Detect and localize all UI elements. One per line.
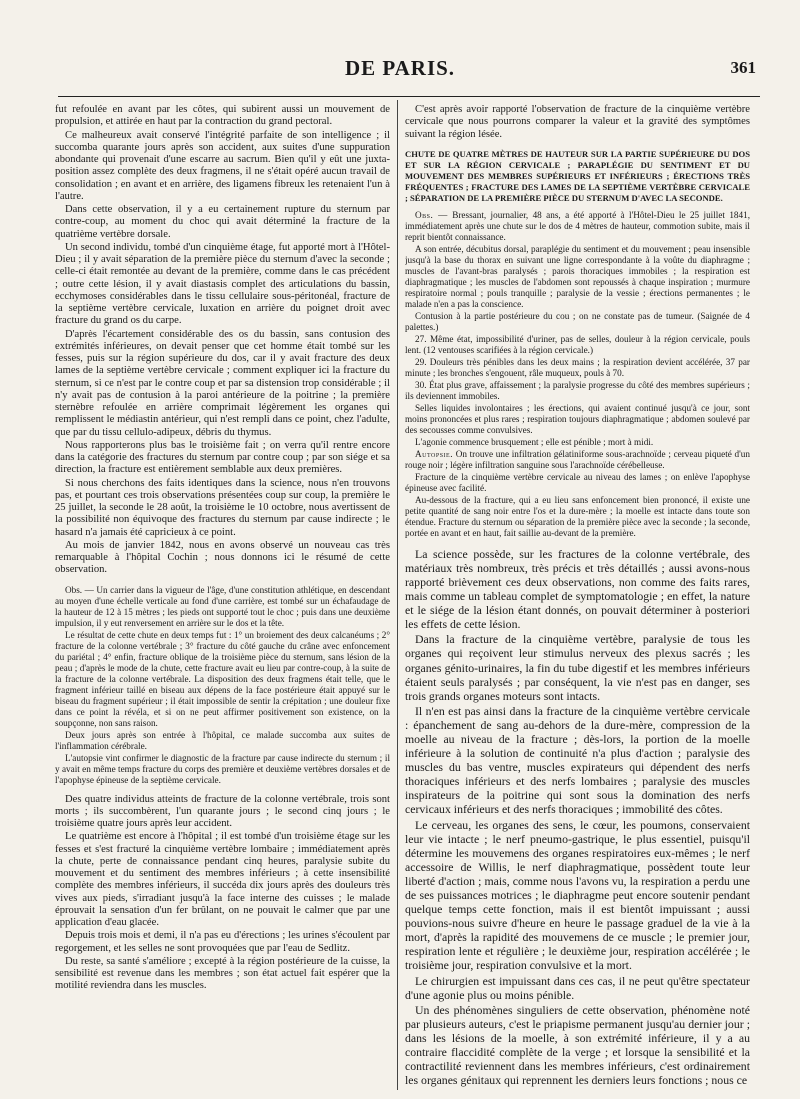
page-number: 361 xyxy=(730,58,756,77)
autopsy-paragraph: Fracture de la cinquième vertèbre cervicale au niveau des lames ; on enlève l'apophyse épineuse avec facilité. xyxy=(405,471,750,493)
autopsy-text: On trouve une infiltration gélatiniforme sous-arachnoïde ; cerveau piqueté d'un rouge noir ; légère infiltration sanguine sous l'arachnoïde cérébelleuse. xyxy=(405,448,750,470)
observation-heading: CHUTE DE QUATRE MÈTRES DE HAUTEUR SUR LA PARTIE SUPÉRIEURE DU DOS ET SUR LA RÉGION CERVICALE ; PARAPLÉGIE DU SENTIMENT ET DU MOUVEMENT DES MEMBRES SUPÉRIEURS ET INFÉRIEURS ; ÉRECTIONS TRÈS FRÉQUENTES ; FRACTURE DES LAMES DE LA SEPTIÈME VERTÈBRE CERVICALE ; SÉPARATION DE LA PREMIÈRE PIÈCE DU STERNUM D'AVEC LA SECONDE. xyxy=(405,148,750,203)
paragraph: Un des phénomènes singuliers de cette observation, phénomène noté par plusieurs auteurs, c'est le priapisme permanent jusqu'au dernier jour ; dans les lésions de la moelle, à son extrémité inférieure, il y a au contraire flaccidité complète de la verge ; et lorsque la sensibilité et la contractilité reviennent dans les membres inférieurs, c'est ordinairement les organes génitaux qui reprennent les derniers leurs fonctions ; nous ce xyxy=(405,1002,750,1088)
observation-paragraph: Deux jours après son entrée à l'hôpital, ce malade succomba aux suites de l'inflammation cérébrale. xyxy=(55,729,390,751)
observation-paragraph: 29. Douleurs très pénibles dans les deux mains ; la respiration devient accélérée, 37 par minute ; les bronches s'engouent, râle muqueux, pouls à 70. xyxy=(405,356,750,378)
obs-text: Bressant, journalier, 48 ans, a été apporté à l'Hôtel-Dieu le 25 juillet 1841, immédiatement après une chute sur le dos de 4 mètres de hauteur, commotion subite, mais il reprit bientôt connaissance. xyxy=(405,209,750,242)
paragraph: Au mois de janvier 1842, nous en avons observé un nouveau cas très remarquable à l'hôpital Cochin ; nous donnons ici le résumé de cette observation. xyxy=(55,539,390,576)
header-rule xyxy=(58,96,760,97)
observation-paragraph: L'agonie commence brusquement ; elle est pénible ; mort à midi. xyxy=(415,436,654,447)
paragraph: Il n'en est pas ainsi dans la fracture de la cinquième vertèbre cervicale : épanchement de sang au-dehors de la dure-mère, compression de la moelle au niveau de la fracture ; dès-lors, la portion de la moelle inférieure à la solution de continuité n'a plus d'action ; paralysie des muscles du bas ventre, muscles expirateurs qui dépendent des nerfs thoraciques inférieurs et des nerfs lombaires ; paralysie des muscles inspirateurs de la poitrine qui sont sous la domination des nerfs cervicaux inférieurs et des nerfs thoraciques ; immobilité des côtes. xyxy=(405,703,750,817)
paragraph: Le quatrième est encore à l'hôpital ; il est tombé d'un troisième étage sur les fesses et s'est fracturé la cinquième vertèbre lombaire ; immédiatement après la chute, perte de connaissance pendant cinq heures, paralysie subite du mouvement et du sentiment des membres inférieurs ; à cette insensibilité complète des membres inférieurs, il succéda dix jours après des douleurs très vives aux pieds, s'irradiant jusqu'à la face interne des cuisses ; le malade éprouvait la sensation d'un fer brûlant, on ne pouvait le calmer que par une application d'eau glacée. xyxy=(55,831,390,928)
column-divider xyxy=(397,100,398,1090)
obs-label: Obs. — xyxy=(415,209,448,220)
observation-paragraph: Le résultat de cette chute en deux temps fut : 1° un broiement des deux calcanéums ; 2° fracture de la colonne vertébrale ; 3° fracture du côté gauche du crâne avec enfoncement du pariétal ; 4° enfin, fracture oblique de la troisième pièce du sternum, sans lésion de la peau ; d'après le mode de la chute, cette fracture avait eu lieu par contre-coup, à la suite de la fracture de la colonne vertébrale. La disposition des deux fragmens était telle, que le fragment inférieur taillé en biseau aux dépens de la face postérieure était appuyé sur le biseau du fragment supérieur ; il était impossible de sentir la crépitation ; une douleur fixe dans ce point la révéla, et si on ne peut affirmer positivement son existence, on la soupçonne, non sans raison. xyxy=(55,629,390,728)
observation-paragraph: 30. État plus grave, affaissement ; la paralysie progresse du côté des membres supérieurs ; ils deviennent immobiles. xyxy=(405,379,750,401)
observation-paragraph: Obs. — Un carrier dans la vigueur de l'âge, d'une constitution athlétique, en descendant au moyen d'une échelle verticale au fond d'une carrière, est tombé sur un échafaudage de la hauteur de 12 à 15 mètres ; les pieds ont supporté tout le choc ; puis dans une deuxième impulsion, il y eut renversement en arrière sur le dos et la tête. xyxy=(55,584,390,628)
paragraph: Nous rapporterons plus bas le troisième fait ; on verra qu'il rentre encore dans la catégorie des fractures du sternum par contre coup ; par son siége et sa direction, la fracture est entièrement semblable aux deux premières. xyxy=(55,439,390,476)
paragraph: Un second individu, tombé d'un cinquième étage, fut apporté mort à l'Hôtel-Dieu ; il y avait séparation de la première pièce du sternum d'avec la seconde ; celle-ci était remontée au devant de la première, comme dans le cas précédent ; outre cette lésion, il y avait diastasis complet des articulations du bassin, ecchymoses considérables dans le tissu cellulaire sous-péritonéal, fracture de la septième vertèbre cervicale, luxation en arrière du poignet droit avec fracture du grand os du carpe. xyxy=(55,241,390,327)
observation-paragraph: 27. Même état, impossibilité d'uriner, pas de selles, douleur à la région cervicale, pouls lent. (12 ventouses scarifiées à la région cervicale.) xyxy=(405,333,750,355)
paragraph: D'après l'écartement considérable des os du bassin, sans contusion des extrémités inférieures, on devait penser que cet homme était tombé sur les fesses, puis sur la région supérieure du dos, car il y avait fracture des deux lames de la septième vertèbre cervicale ; comment expliquer ici la fracture du sternum, si ce n'est par le contre coup et par sa distension trop considérable ; il n'y avait pas de contusion à la paroi antérieure de la poitrine ; la première sternèbre refoulée en arrière comprimait légèrement les organes qui remplissent le médiastin antérieur, qui n'est rempli dans ce point, chez l'adulte, que par du tissu cellulo-adipeux, débris du thymus. xyxy=(55,328,390,438)
paragraph: Si nous cherchons des faits identiques dans la science, nous n'en trouvons pas, et pourtant ces trois observations présentées coup sur coup, la première le 25 juillet, la seconde le 28 août, la troisième le 10 octobre, nous avertissent de la possibilité non équivoque des fractures du sternum par cause indirecte ; le hasard n'a jamais été capricieux à ce point. xyxy=(55,477,390,538)
observation-paragraph: L'autopsie vint confirmer le diagnostic de la fracture par cause indirecte du sternum ; il y avait en même temps fracture du corps des première et deuxième vertèbres dorsales et de l'apophyse épineuse de la septième cervicale. xyxy=(55,752,390,785)
paragraph: Ce malheureux avait conservé l'intégrité parfaite de son intelligence ; il succomba quarante jours après son accident, aux suites d'une suppuration abondante qui provenait d'une escarre au sacrum. Bien qu'il y eût une juxta-position assez complète des deux fragmens, il ne s'était opéré aucun travail de consolidation ; en avant et en arrière, des ligamens fibreux les retenaient l'un à l'autre. xyxy=(55,129,390,202)
page-header xyxy=(0,56,800,86)
left-column xyxy=(55,104,390,1089)
running-title: DE PARIS. xyxy=(344,56,456,80)
paragraph: Le chirurgien est impuissant dans ces cas, il ne peut qu'être spectateur d'une agonie plus ou moins pénible. xyxy=(405,973,750,1002)
paragraph: Dans la fracture de la cinquième vertèbre, paralysie de tous les organes qui reçoivent leur stimulus nerveux des plexus sacrés ; les organes génito-urinaires, la fin du tube digestif et les membres inférieurs étaient seuls paralysés ; par conséquent, la vie n'est pas en danger, ses trois grands organes moteurs sont intacts. xyxy=(405,632,750,703)
autopsy-label: Autopsie. xyxy=(415,448,453,459)
autopsy-paragraph: Au-dessous de la fracture, qui a eu lieu sans enfoncement bien prononcé, il existe une petite quantité de sang noir entre l'os et la dure-mère ; la moelle est intacte dans toute son étendue. Fracture du sternum ou séparation de la première pièce avec la seconde ; la seconde, portée en avant et en haut, fait saillie au-devant de la première. xyxy=(405,494,750,538)
paragraph: Des quatre individus atteints de fracture de la colonne vertébrale, trois sont morts ; ils succombèrent, l'un quarante jours ; le second cinq jours ; le troisième quatre jours après leur accident. xyxy=(55,793,390,829)
observation-paragraph: Contusion à la partie postérieure du cou ; on ne constate pas de tumeur. (Saignée de 4 palettes.) xyxy=(405,310,750,332)
observation-paragraph: Selles liquides involontaires ; les érections, qui avaient continué jusqu'à ce jour, sont moins prononcées et plus rares ; respiration toujours diaphragmatique ; abdomen soulevé par des secousses comme convulsives. xyxy=(405,402,750,435)
paragraph: Le cerveau, les organes des sens, le cœur, les poumons, conservaient leur vie intacte ; le nerf pneumo-gastrique, le plus essentiel, puisqu'il détermine les mouvemens des organes respiratoires eux-mêmes ; le nerf accessoire de Willis, le nerf diaphragmatique, possèdent toute leur liberté d'action ; mais, comme nous l'avons vu, la respiration a perdu une de ses puissances motrices ; le diaphragme peut encore soutenir pendant quelque temps cette fonction, mais il est bientôt impuissant ; aussi pouvions-nous suivre d'heure en heure le passage graduel de la vie à la mort, d'après la rapidité des mouvemens de ce muscle ; le premier jour, respiration lente et régulière ; le deuxième jour, respiration accélérée ; le troisième jour, respiration convulsive et la mort. xyxy=(405,817,750,973)
paragraph: Depuis trois mois et demi, il n'a pas eu d'érections ; les urines s'écoulent par regorgement, et les selles ne sont provoquées que par l'eau de Sedlitz. xyxy=(55,930,390,954)
observation-paragraph: A son entrée, décubitus dorsal, paraplégie du sentiment et du mouvement ; peau insensible jusqu'à la base du thorax en suivant une ligne correspondante à la voûte du diaphragme ; muscles de l'avant-bras paralysés ; parois thoraciques immobiles ; la respiration est diaphragmatique ; les muscles de l'abdomen sont repoussés à chaque inspiration ; murmure respiratoire normal ; pouls tranquille ; paralysie de la vessie ; érections permanentes ; le malade n'en a pas la conscience. xyxy=(405,243,750,309)
paragraph: La science possède, sur les fractures de la colonne vertébrale, des matériaux très nombreux, très précis et très détaillés ; aussi avons-nous rapporté brièvement ces deux observations, non comme des faits rares, mais comme un tableau complet de symptomatologie ; en effet, la nature et le siége de la lésion étant donnés, on pouvait déterminer à posteriori les effets de cette lésion. xyxy=(405,546,750,632)
intro-paragraph: C'est après avoir rapporté l'observation de fracture de la cinquième vertèbre cervicale que nous pourrons comparer la valeur et la gravité des symptômes suivant la région lésée. xyxy=(405,104,750,140)
paragraph: fut refoulée en avant par les côtes, qui subirent aussi un mouvement de propulsion, et attirée en haut par la contraction du grand pectoral. xyxy=(55,104,390,128)
right-column xyxy=(405,104,750,1089)
paragraph: Dans cette observation, il y a eu certainement rupture du sternum par contre-coup, au moment du choc qui avait déterminé la fracture de la quatrième vertèbre dorsale. xyxy=(55,204,390,240)
paragraph: Du reste, sa santé s'améliore ; excepté à la région postérieure de la cuisse, la sensibilité est revenue dans les membres ; son état actuel fait espérer que la motilité reviendra dans les muscles. xyxy=(55,955,390,992)
